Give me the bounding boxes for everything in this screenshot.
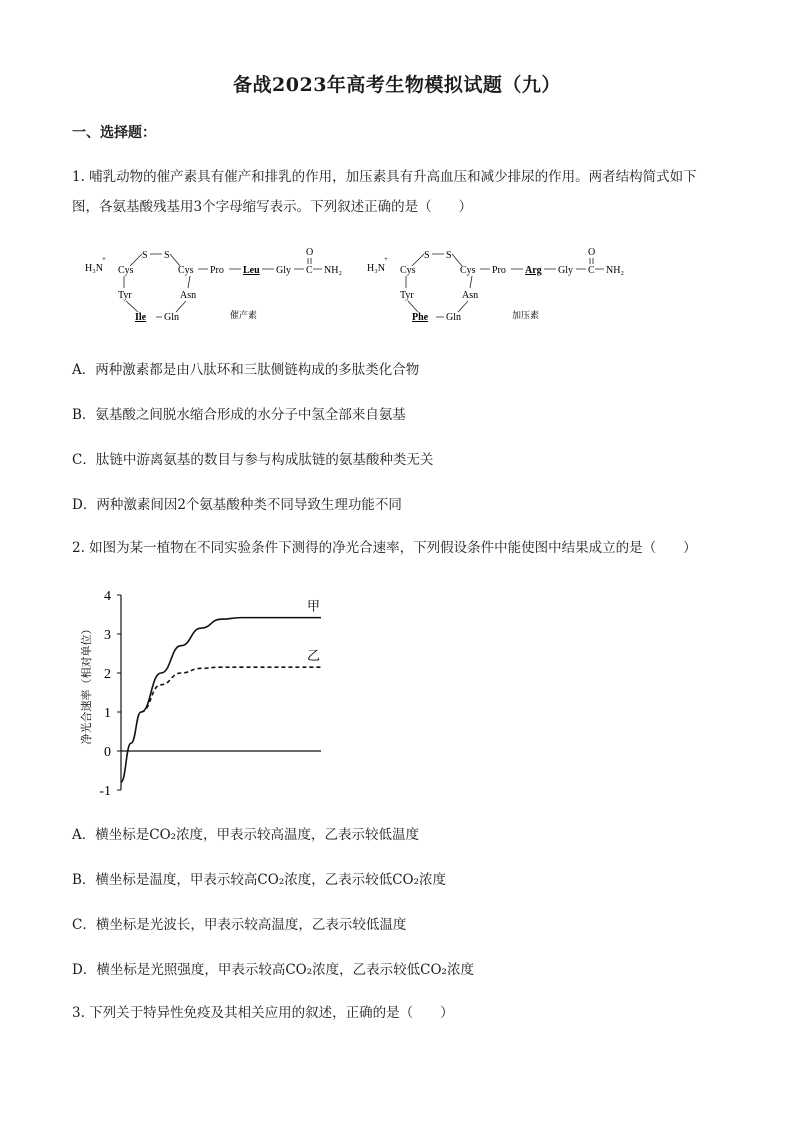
series-label-1: 甲 (307, 598, 321, 614)
net-photosynthesis-chart (76, 582, 336, 800)
q1-option-d[interactable]: D．两种激素间因2个氨基酸种类不同导致生理功能不同 (72, 497, 402, 513)
q2-option-a[interactable]: A．横坐标是CO₂浓度，甲表示较高温度，乙表示较低温度 (72, 827, 420, 843)
variable-residue-2: Arg (525, 265, 542, 276)
amino-label: H₃N (367, 263, 385, 274)
y-tick-label: -1 (99, 784, 111, 799)
tyr-label: Tyr (118, 290, 132, 301)
question-3-stem: 3. 下列关于特异性免疫及其相关应用的叙述，正确的是（ ） (72, 1005, 454, 1021)
asn-label: Asn (462, 290, 479, 301)
s-1-label: S (142, 250, 148, 261)
y-tick-label: 0 (104, 745, 111, 760)
gly-label: Gly (276, 265, 291, 276)
y-tick-label: 2 (104, 667, 111, 682)
s-2-label: S (164, 250, 170, 261)
y-axis-label: 净光合速率（相对单位） (81, 623, 93, 745)
peptide-structures-figure (80, 238, 660, 333)
asn-label: Asn (180, 290, 197, 301)
s-1-label: S (424, 250, 430, 261)
q2-option-b[interactable]: B．横坐标是温度，甲表示较高CO₂浓度，乙表示较低CO₂浓度 (72, 872, 447, 888)
page-title: 备战2023年高考生物模拟试题（九） (233, 74, 561, 96)
y-tick-label: 4 (104, 589, 111, 604)
oxygen-label: O (588, 247, 596, 258)
carbon-label: C (588, 265, 595, 276)
oxygen-label: O (306, 247, 314, 258)
gln-label: Gln (164, 312, 179, 323)
series-line-2 (141, 667, 321, 712)
question-2-stem: 2. 如图为某一植物在不同实验条件下测得的净光合速率，下列假设条件中能使图中结果成立的是（ ） (72, 540, 697, 556)
question-1-stem (72, 162, 732, 222)
pro-label: Pro (492, 265, 506, 276)
cys-2-label: Cys (460, 265, 476, 276)
series-label-2: 乙 (307, 648, 321, 664)
oxytocin-name: 催产素 (230, 310, 258, 320)
y-tick-label: 3 (104, 628, 111, 643)
plus-sign: + (102, 255, 106, 263)
cys-2-label: Cys (178, 265, 194, 276)
gln-label: Gln (446, 312, 461, 323)
cys-1-label: Cys (400, 265, 416, 276)
vasopressin-name: 加压素 (512, 310, 540, 320)
section-heading: 一、选择题： (72, 125, 156, 141)
tyr-label: Tyr (400, 290, 414, 301)
q1-option-b[interactable]: B．氨基酸之间脱水缩合形成的水分子中氢全部来自氨基 (72, 407, 406, 423)
variable-residue-1: Phe (412, 312, 429, 323)
gly-label: Gly (558, 265, 573, 276)
variable-residue-2: Leu (243, 265, 260, 276)
oxytocin-structure (85, 247, 342, 323)
q2-option-d[interactable]: D．横坐标是光照强度，甲表示较高CO₂浓度，乙表示较低CO₂浓度 (72, 962, 474, 978)
y-tick-label: 1 (104, 706, 111, 721)
q1-option-a[interactable]: A．两种激素都是由八肽环和三肽侧链构成的多肽类化合物 (72, 362, 420, 378)
q1-option-c[interactable]: C．肽链中游离氨基的数目与参与构成肽链的氨基酸种类无关 (72, 452, 434, 468)
chart-ticks (99, 589, 121, 799)
question-1-line-2: 图，各氨基酸残基用3个字母缩写表示。下列叙述正确的是（ ） (72, 199, 473, 215)
pro-label: Pro (210, 265, 224, 276)
nh2-label: NH₂ (324, 265, 342, 276)
plus-sign: + (384, 255, 388, 263)
variable-residue-1: Ile (135, 312, 147, 323)
nh2-label: NH₂ (606, 265, 624, 276)
vasopressin-structure (367, 247, 624, 323)
amino-label: H₃N (85, 263, 103, 274)
cys-1-label: Cys (118, 265, 134, 276)
chart-series (121, 599, 321, 783)
carbon-label: C (306, 265, 313, 276)
question-1-line-1: 1. 哺乳动物的催产素具有催产和排乳的作用，加压素具有升高血压和减少排尿的作用。两者结构简式如下 (72, 169, 697, 185)
q2-option-c[interactable]: C．横坐标是光波长，甲表示较高温度，乙表示较低温度 (72, 917, 407, 933)
s-2-label: S (446, 250, 452, 261)
